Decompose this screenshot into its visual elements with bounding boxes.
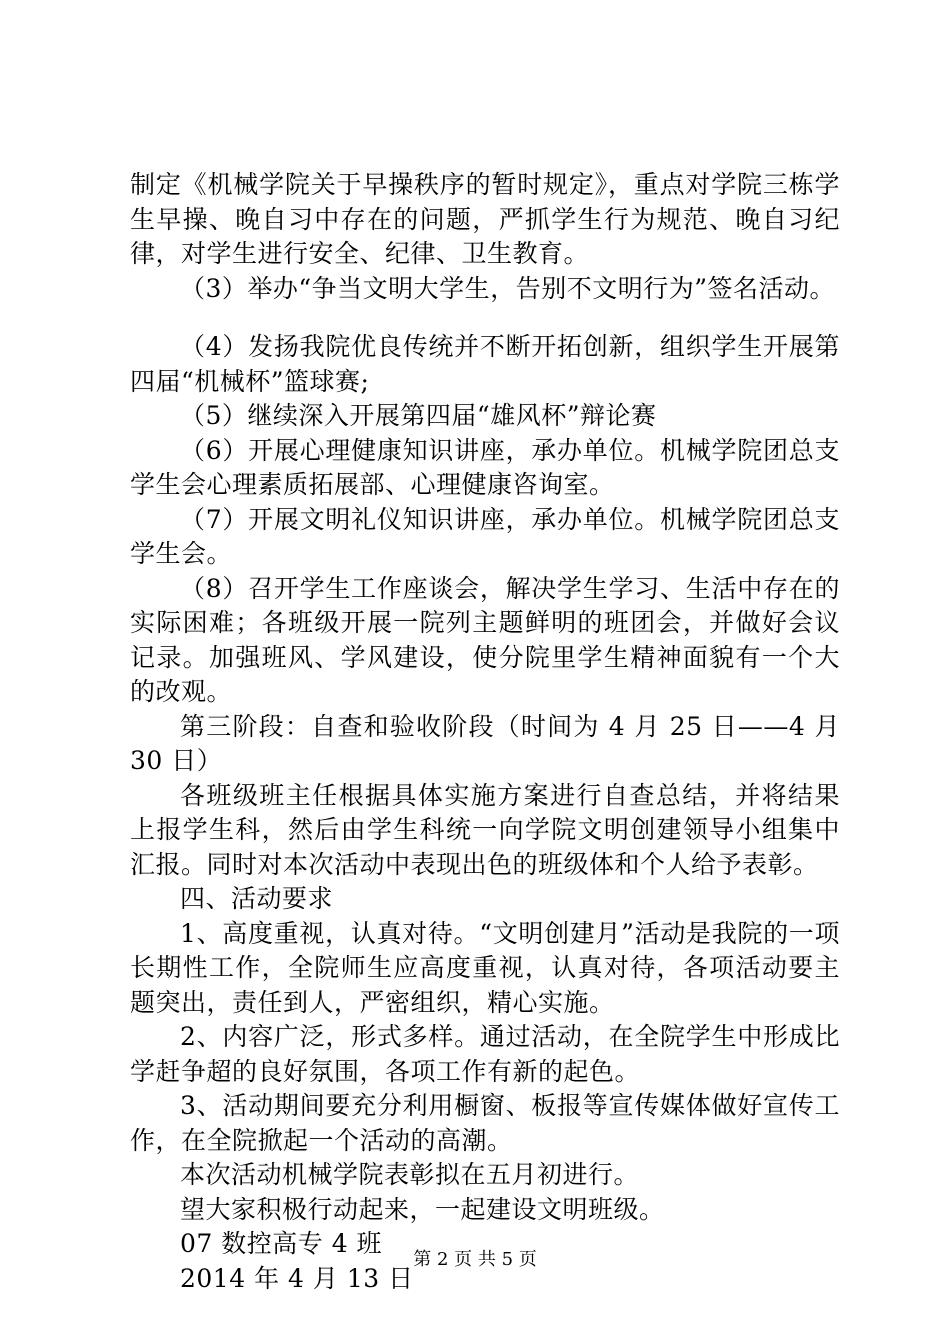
paragraph-spacer bbox=[130, 306, 840, 330]
paragraph-phase-three-body: 各班级班主任根据具体实施方案进行自查总结，并将结果上报学生科，然后由学生科统一向学院文明创建领导小组集中汇报。同时对本次活动中表现出色的班级体和个人给予表彰。 bbox=[130, 780, 840, 879]
paragraph-requirement-2: 2、内容广泛，形式多样。通过活动，在全院学生中形成比学赶争超的良好氛围，各项工作有新的起色。 bbox=[130, 1022, 840, 1086]
paragraph-commendation-note: 本次活动机械学院表彰拟在五月初进行。 bbox=[180, 1160, 640, 1189]
paragraph-requirement-3: 3、活动期间要充分利用橱窗、板报等宣传媒体做好宣传工作，在全院掀起一个活动的高潮。 bbox=[130, 1091, 840, 1155]
paragraph-item-7: （7）开展文明礼仪知识讲座，承办单位。机械学院团总支学生会。 bbox=[130, 504, 840, 568]
signature-class-name: 07 数控高专 4 班 bbox=[180, 1229, 383, 1258]
paragraph-item-8: （8）召开学生工作座谈会，解决学生学习、生活中存在的实际困难；各班级开展一院列主题鲜明的班团会，并做好会议记录。加强班风、学风建设，使分院里学生精神面貌有一个大的改观。 bbox=[130, 573, 840, 706]
document-body bbox=[130, 168, 840, 1296]
paragraph-closing-call: 望大家积极行动起来，一起建设文明班级。 bbox=[180, 1194, 665, 1224]
page-number-indicator: 第 2 页 共 5 页 bbox=[413, 1249, 537, 1270]
paragraph-regulation: 制定《机械学院关于早操秩序的暂时规定》，重点对学院三栋学生早操、晚自习中存在的问题，严抓学生行为规范、晚自习纪律，对学生进行安全、纪律、卫生教育。 bbox=[130, 170, 840, 268]
section-heading-requirements: 四、活动要求 bbox=[180, 884, 334, 913]
paragraph-item-6: （6）开展心理健康知识讲座，承办单位。机械学院团总支学生会心理素质拓展部、心理健康咨询室。 bbox=[130, 435, 840, 499]
paragraph-item-4: （4）发扬我院优良传统并不断开拓创新，组织学生开展第四届“机械杯”篮球赛; bbox=[130, 332, 840, 396]
paragraph-item-3: （3）举办“争当文明大学生，告别不文明行为”签名活动。 bbox=[180, 273, 835, 303]
paragraph-phase-three-heading: 第三阶段：自查和验收阶段（时间为 4 月 25 日——4 月 30 日） bbox=[130, 711, 840, 775]
paragraph-requirement-1: 1、高度重视，认真对待。“文明创建月”活动是我院的一项长期性工作，全院师生应高度重视，认真对待，各项活动要主题突出，责任到人，严密组织，精心实施。 bbox=[130, 918, 840, 1017]
signature-date: 2014 年 4 月 13 日 bbox=[180, 1263, 414, 1293]
page-footer bbox=[0, 1248, 950, 1272]
paragraph-item-5: （5）继续深入开展第四届“雄风杯”辩论赛 bbox=[180, 401, 657, 430]
